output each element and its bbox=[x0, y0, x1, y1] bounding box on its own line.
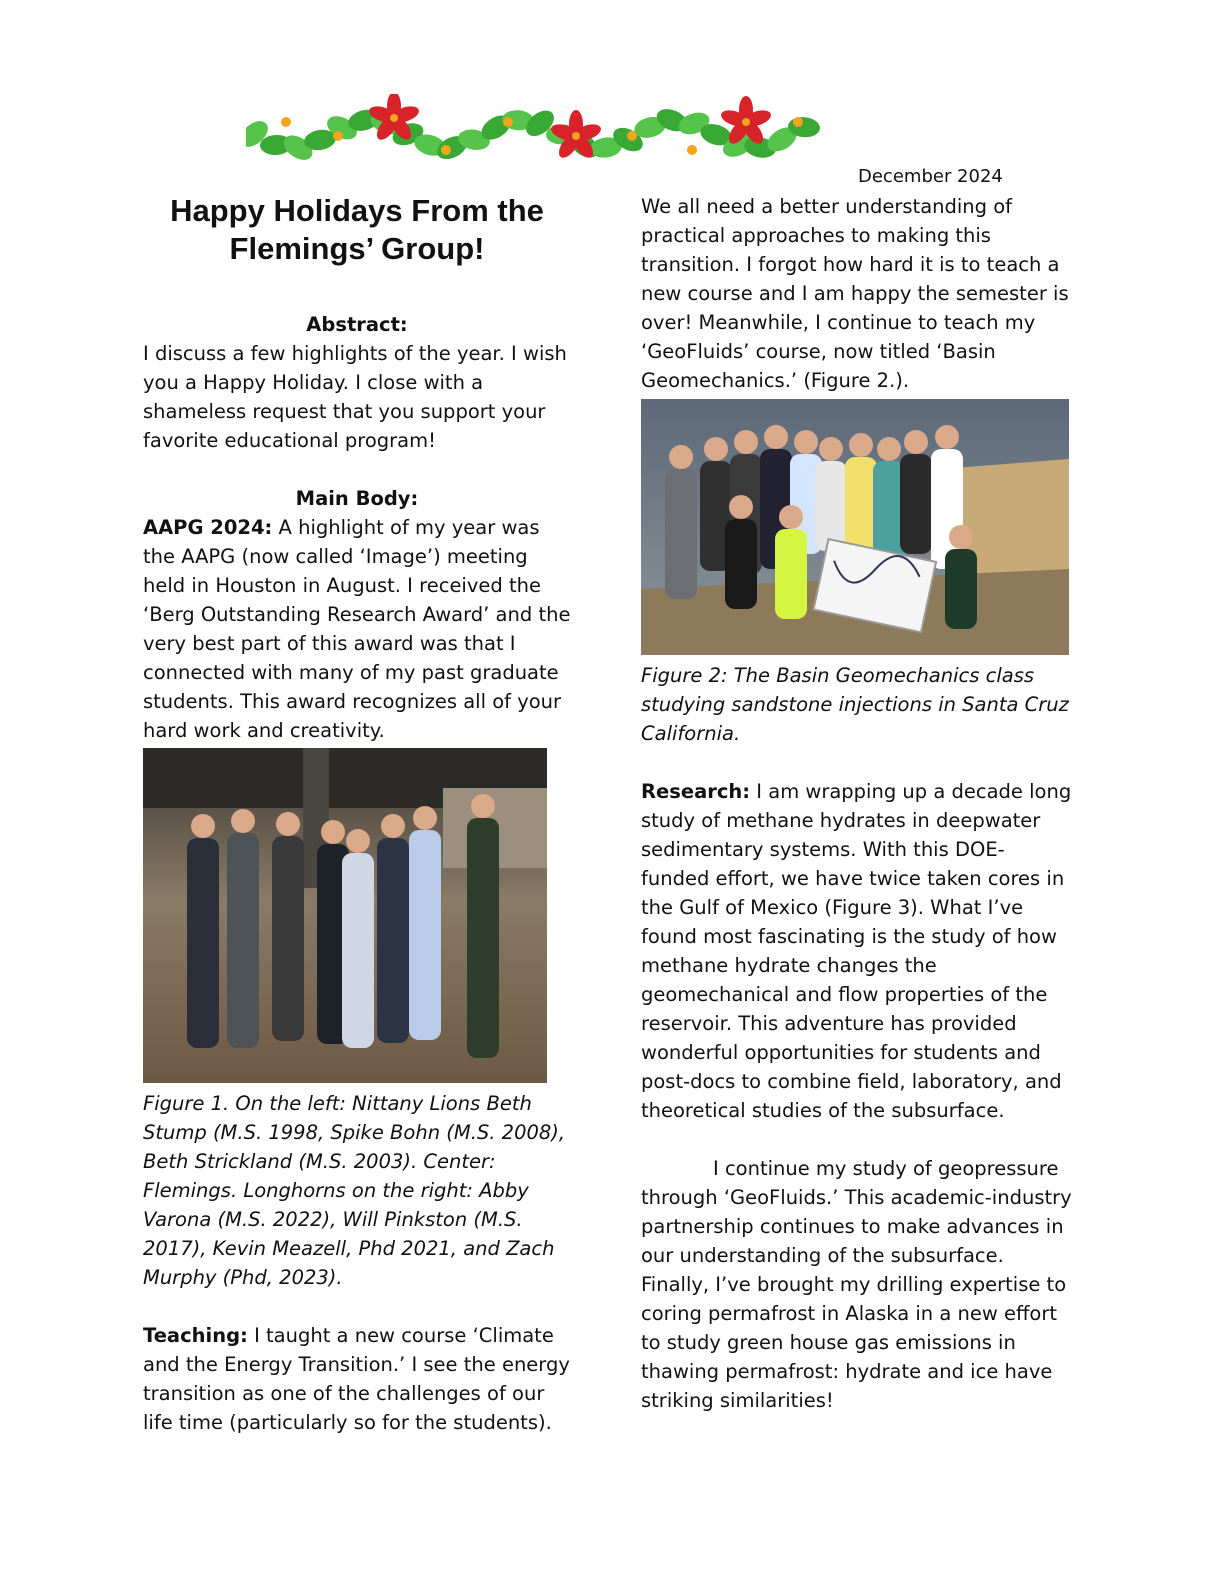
person-head bbox=[935, 425, 959, 449]
abstract-heading: Abstract: bbox=[306, 313, 408, 336]
research-text: I am wrapping up a decade long study of methane hydrates in deepwater sedimentary systems. With this DOE-funded effort, we have twice taken cores in the Gulf of Mexico (Figure 3). What I’ve found most fascinating is the study of how methane hydrate changes the geomechanical and flow properties of the reservoir. This adventure has provided wonderful opportunities for students and post-docs to combine field, laboratory, and theoretical studies of the subsurface. bbox=[641, 780, 1072, 1122]
gold-star-icon bbox=[333, 131, 343, 141]
holly-garland-decoration bbox=[246, 94, 824, 176]
right-column bbox=[641, 192, 1073, 1415]
teaching-paragraph bbox=[143, 1321, 571, 1437]
person-head bbox=[413, 806, 437, 830]
teaching-continued: We all need a better understanding of practical approaches to making this transition. I forgot how hard it is to teach a new course and I am happy the semester is over! Meanwhile, I continue to teach my ‘GeoFluids’ course, now titled ‘Basin Geomechanics.’ (Figure 2.). bbox=[641, 195, 1069, 392]
person-head bbox=[191, 814, 215, 838]
poinsettia-center-icon bbox=[572, 132, 580, 140]
aapg-label: AAPG 2024: bbox=[143, 516, 273, 539]
gold-star-icon bbox=[627, 131, 637, 141]
abstract-text: I discuss a few highlights of the year. I wish you a Happy Holiday. I close with a shameless request that you support your favorite educational program! bbox=[143, 342, 567, 452]
newsletter-date: December 2024 bbox=[858, 166, 1003, 187]
aapg-text: A highlight of my year was the AAPG (now called ‘Image’) meeting held in Houston in August. I received the ‘Berg Outstanding Research Award’ and the very best part of this award was that I connected with many of my past graduate students. This award recognizes all of your hard work and creativity. bbox=[143, 516, 571, 742]
figure1-caption: Figure 1. On the left: Nittany Lions Beth Stump (M.S. 1998, Spike Bohn (M.S. 2008), Beth Strickland (M.S. 2003). Center: Flemings. Longhorns on the right: Abby Varona (M.S. 2022), Will Pinkston (M.S. 2017), Kevin Meazell, Phd 2021, and Zach Murphy (Phd, 2023). bbox=[143, 1092, 566, 1289]
group-photo-aapg bbox=[143, 748, 547, 1083]
person-head bbox=[764, 425, 788, 449]
person-head bbox=[669, 445, 693, 469]
gold-star-icon bbox=[503, 117, 513, 127]
gold-star-icon bbox=[281, 117, 291, 127]
person-figure bbox=[665, 469, 697, 599]
person-figure bbox=[467, 818, 499, 1058]
person-head bbox=[877, 437, 901, 461]
left-column bbox=[143, 192, 571, 1437]
person-head bbox=[949, 525, 973, 549]
research-paragraph bbox=[641, 777, 1073, 1125]
person-head bbox=[794, 430, 818, 454]
teaching-label: Teaching: bbox=[143, 1324, 248, 1347]
page-title: Happy Holidays From the Flemings’ Group! bbox=[170, 193, 544, 266]
person-head bbox=[471, 794, 495, 818]
teaching-text: I taught a new course ‘Climate and the Energy Transition.’ I see the energy transition as one of the challenges of our life time (particularly so for the students). bbox=[143, 1324, 570, 1434]
gold-star-icon bbox=[793, 117, 803, 127]
person-figure bbox=[227, 833, 259, 1048]
person-figure bbox=[377, 838, 409, 1043]
person-figure bbox=[342, 853, 374, 1048]
person-figure bbox=[900, 454, 932, 554]
person-head bbox=[819, 437, 843, 461]
person-head bbox=[704, 437, 728, 461]
poinsettia-center-icon bbox=[390, 114, 398, 122]
geopressure-paragraph: I continue my study of geopressure through ‘GeoFluids.’ This academic-industry partnership continues to make advances in our understanding of the subsurface. Finally, I’ve brought my drilling expertise to coring permafrost in Alaska in a new effort to study green house gas emissions in thawing permafrost: hydrate and ice have striking similarities! bbox=[641, 1157, 1072, 1412]
person-head bbox=[381, 814, 405, 838]
person-head bbox=[779, 505, 803, 529]
person-figure bbox=[409, 830, 441, 1040]
person-head bbox=[231, 809, 255, 833]
person-head bbox=[276, 812, 300, 836]
main-body-heading: Main Body: bbox=[295, 487, 419, 510]
person-head bbox=[729, 495, 753, 519]
person-figure bbox=[945, 549, 977, 629]
poinsettia-center-icon bbox=[742, 118, 750, 126]
person-figure bbox=[775, 529, 807, 619]
person-figure bbox=[187, 838, 219, 1048]
person-head bbox=[321, 820, 345, 844]
aapg-paragraph bbox=[143, 513, 571, 745]
person-figure bbox=[725, 519, 757, 609]
person-head bbox=[904, 430, 928, 454]
figure2-caption: Figure 2: The Basin Geomechanics class studying sandstone injections in Santa Cruz California. bbox=[641, 664, 1069, 745]
person-figure bbox=[815, 461, 847, 551]
person-figure bbox=[272, 836, 304, 1041]
gold-star-icon bbox=[687, 145, 697, 155]
person-head bbox=[346, 829, 370, 853]
person-head bbox=[849, 433, 873, 457]
research-label: Research: bbox=[641, 780, 751, 803]
group-photo-field-trip bbox=[641, 399, 1069, 655]
gold-star-icon bbox=[441, 145, 451, 155]
person-head bbox=[734, 430, 758, 454]
